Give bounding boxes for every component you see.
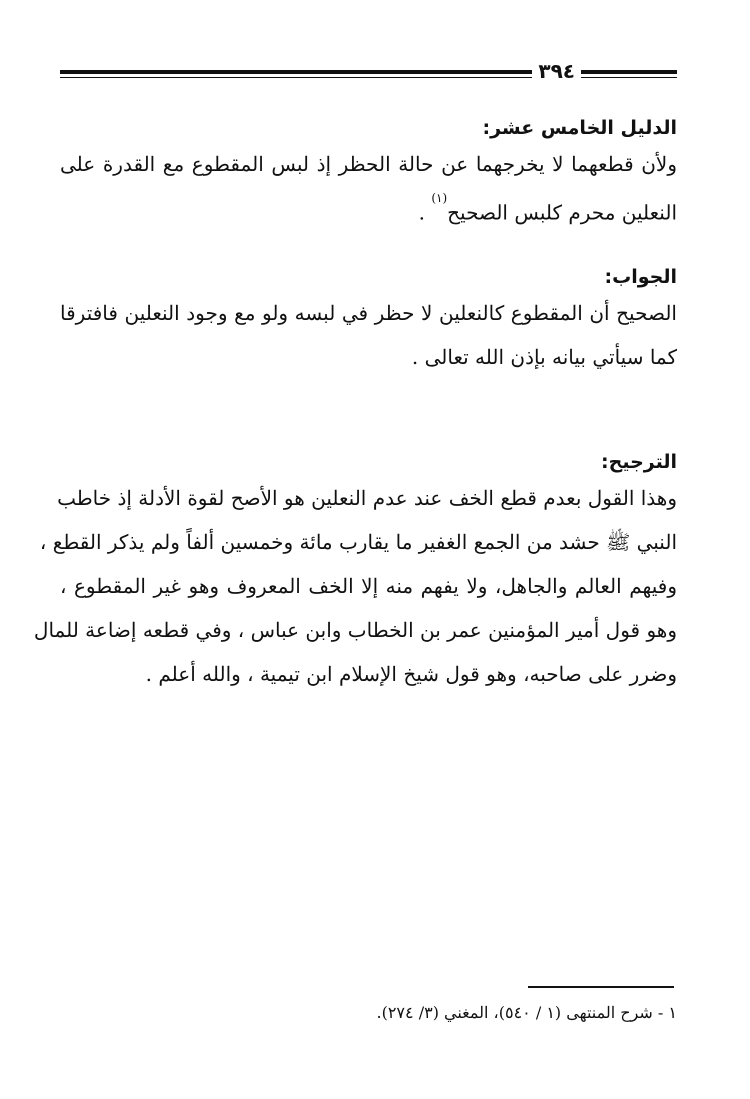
section-answer: [60, 263, 677, 379]
section-heading: الجواب:: [604, 266, 677, 288]
paragraph-line: وهو قول أمير المؤمنين عمر بن الخطاب وابن عباس ، وفي قطعه إضاعة للمال: [33, 618, 677, 642]
paragraph-line: وضرر على صاحبه، وهو قول شيخ الإسلام ابن تيمية ، والله أعلم .: [145, 662, 677, 686]
paragraph-line: [60, 186, 677, 235]
header-rule-thick: [60, 70, 677, 74]
section-heading: الترجيح:: [601, 451, 677, 473]
paragraph-line: وفيهم العالم والجاهل، ولا يفهم منه إلا الخف المعروف وهو غير المقطوع ،: [60, 574, 677, 598]
paragraph-line-end: .: [418, 200, 432, 225]
paragraph-line: كما سيأتي بيانه بإذن الله تعالى .: [411, 345, 677, 369]
section-preference: [33, 448, 677, 696]
paragraph-line: النبي ﷺ حشد من الجمع الغفير ما يقارب مائة وخمسين ألفاً ولم يذكر القطع ،: [39, 530, 677, 554]
paragraph-line: الصحيح أن المقطوع كالنعلين لا حظر في لبسه ولو مع وجود النعلين فافترقا: [60, 301, 677, 325]
section-paragraph: [60, 291, 677, 379]
header-rule-thin: [60, 77, 677, 78]
footnote-separator: [528, 986, 674, 988]
paragraph-line: وهذا القول بعدم قطع الخف عند عدم النعلين هو الأصح لقوة الأدلة إذ خاطب: [57, 486, 677, 510]
footnote-marker[interactable]: (١): [431, 191, 448, 205]
paragraph-line: ولأن قطعهما لا يخرجهما عن حالة الحظر إذ لبس المقطوع مع القدرة على: [60, 152, 677, 176]
section-heading: الدليل الخامس عشر:: [482, 117, 677, 139]
section-paragraph: [33, 476, 677, 696]
paragraph-line-text: النعلين محرم كلبس الصحيح: [447, 200, 677, 225]
page-header: [60, 59, 677, 83]
section-paragraph: [60, 142, 677, 235]
page-number: ٣٩٤: [532, 59, 581, 83]
footnote-item: ١ - شرح المنتهى (١ / ٥٤٠)، المغني (٣/ ٢٧٤).: [376, 1003, 677, 1022]
section-fifteenth-evidence: [60, 114, 677, 235]
